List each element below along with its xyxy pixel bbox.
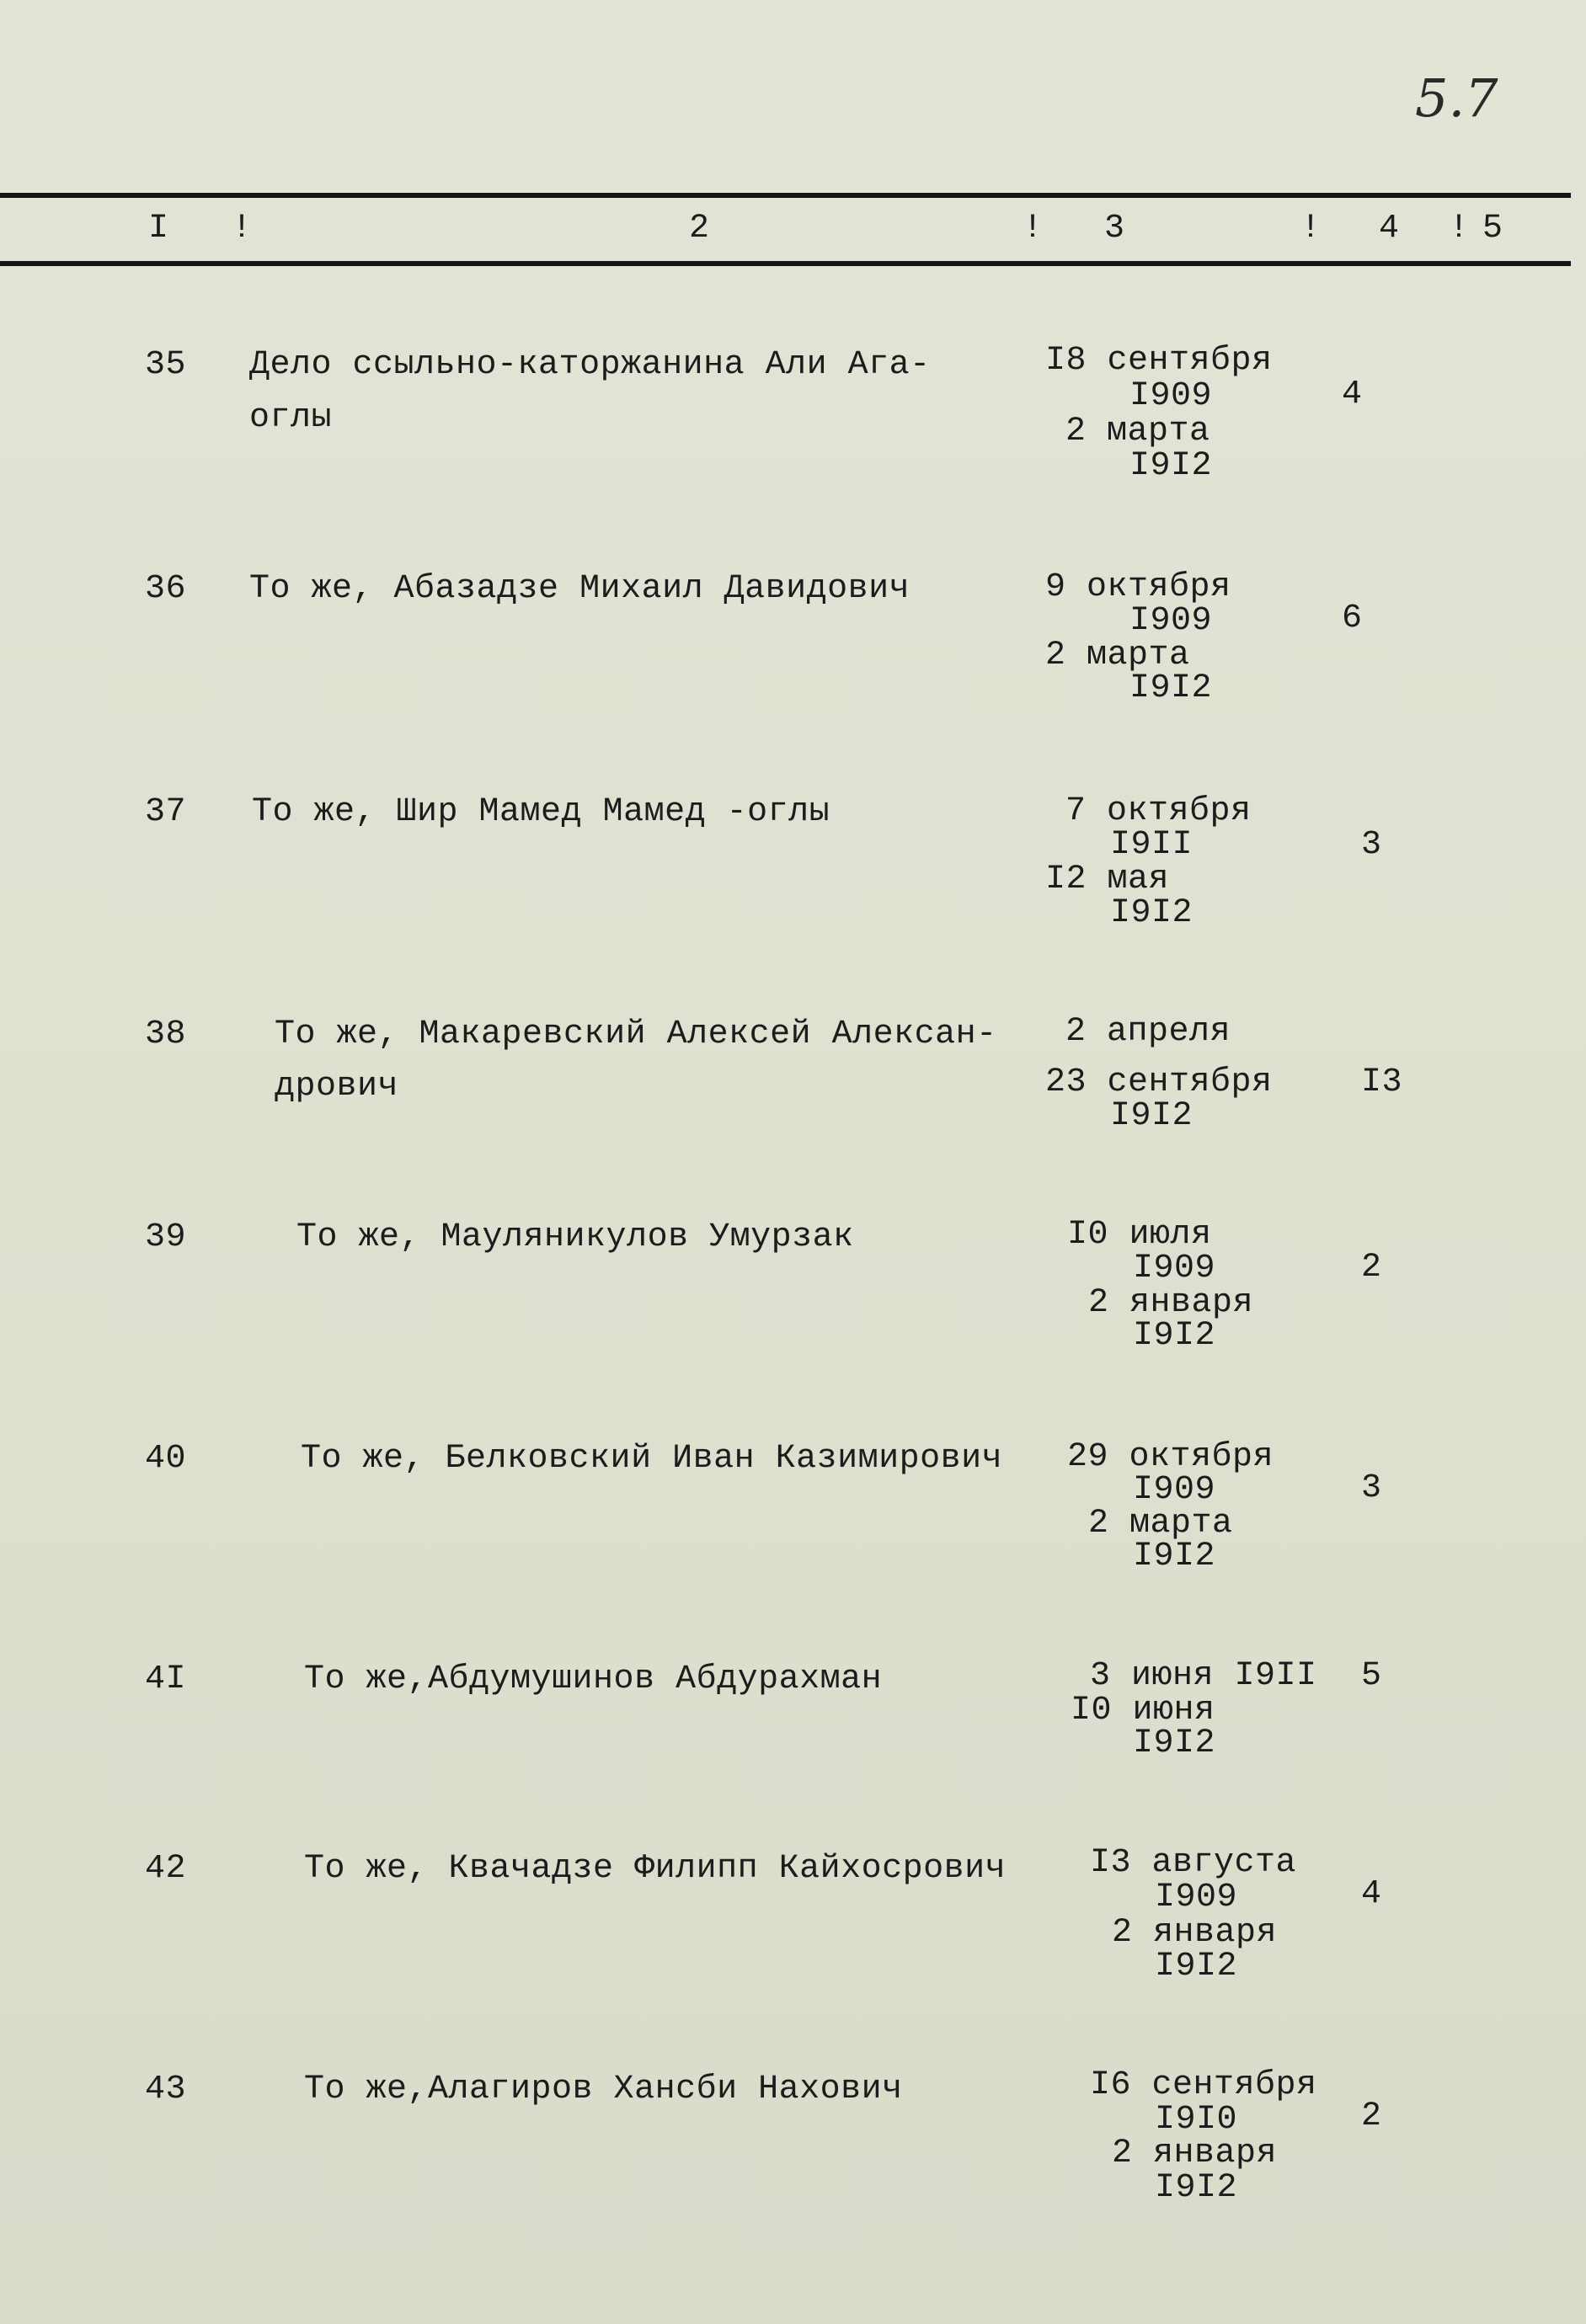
row-date-line: 3 июня I9II [1090, 1657, 1317, 1695]
row-date-line: 2 января [1112, 2135, 1278, 2172]
row-sheet-count: 4 [1361, 1875, 1382, 1913]
row-sheet-count: 4 [1342, 376, 1363, 413]
row-number: 38 [145, 1015, 187, 1053]
row-date-line: 7 октября [1065, 792, 1252, 830]
row-date-line: 29 октября [1067, 1438, 1274, 1476]
row-date-line: I9I2 [1155, 2169, 1238, 2207]
header-column-label: 5 [1482, 210, 1503, 248]
row-number: 39 [145, 1218, 187, 1256]
row-number: 42 [145, 1850, 187, 1888]
row-sheet-count: I3 [1361, 1063, 1403, 1101]
row-description: То же,Абдумушинов Абдурахман [304, 1660, 883, 1698]
row-number: 36 [145, 570, 187, 608]
row-date-line: I909 [1129, 602, 1213, 640]
header-column-label: 2 [689, 210, 710, 248]
row-date-line: I909 [1133, 1471, 1216, 1509]
row-description: То же, Мауляникулов Умурзак [296, 1218, 854, 1256]
row-sheet-count: 6 [1342, 600, 1363, 637]
header-column-label: 3 [1104, 210, 1125, 248]
row-number: 4I [145, 1660, 187, 1698]
row-description: оглы [249, 399, 333, 437]
row-description: То же, Квачадзе Филипп Кайхосрович [304, 1850, 1007, 1888]
row-number: 37 [145, 793, 187, 831]
row-date-line: I9I2 [1129, 447, 1213, 485]
row-date-line: I9I2 [1155, 1948, 1238, 1986]
row-description: дрович [275, 1068, 399, 1106]
row-date-line: I3 августа [1090, 1844, 1297, 1882]
row-date-line: 2 января [1088, 1284, 1254, 1322]
row-date-line: I909 [1155, 1879, 1238, 1916]
row-date-line: I9I2 [1133, 1538, 1216, 1575]
row-sheet-count: 2 [1361, 2097, 1382, 2135]
header-bottom-rule [0, 261, 1571, 266]
row-number: 35 [145, 346, 187, 384]
header-column-label: ! [1023, 210, 1044, 248]
header-column-label: I [148, 210, 169, 248]
row-description: То же, Белковский Иван Казимирович [301, 1440, 1003, 1478]
row-date-line: I9I2 [1129, 669, 1213, 707]
row-number: 40 [145, 1440, 187, 1478]
header-column-label: ! [1300, 210, 1322, 248]
row-date-line: I909 [1133, 1250, 1216, 1287]
header-column-label: ! [232, 210, 253, 248]
row-date-line: I9II [1110, 826, 1194, 864]
row-description: То же, Шир Мамед Мамед -оглы [252, 793, 830, 831]
folio-number-handwritten: 5.7 [1415, 67, 1498, 129]
row-date-line: 2 марта [1088, 1505, 1233, 1543]
header-top-rule [0, 193, 1571, 198]
row-date-line: 23 сентября [1045, 1063, 1273, 1101]
row-date-line: 2 апреля [1065, 1013, 1231, 1051]
row-date-line: I0 июня [1071, 1692, 1215, 1730]
row-date-line: 9 октября [1045, 568, 1231, 606]
header-column-label: ! [1449, 210, 1470, 248]
row-date-line: I9I2 [1133, 1724, 1216, 1762]
row-sheet-count: 2 [1361, 1249, 1382, 1287]
row-sheet-count: 3 [1361, 826, 1382, 864]
row-description: То же, Абазадзе Михаил Давидович [249, 570, 910, 608]
row-date-line: 2 марта [1065, 413, 1210, 450]
row-date-line: I909 [1129, 377, 1213, 415]
row-description: То же,Алагиров Хансби Нахович [304, 2071, 903, 2108]
row-sheet-count: 5 [1361, 1657, 1382, 1695]
row-sheet-count: 3 [1361, 1469, 1382, 1507]
row-date-line: I2 мая [1045, 861, 1170, 898]
row-date-line: I8 сентября [1045, 342, 1273, 380]
row-date-line: I6 сентября [1090, 2066, 1317, 2104]
row-date-line: 2 января [1112, 1914, 1278, 1952]
row-date-line: I9I2 [1110, 1097, 1194, 1135]
row-date-line: 2 марта [1045, 637, 1190, 674]
row-number: 43 [145, 2071, 187, 2108]
row-date-line: I0 июля [1067, 1216, 1212, 1254]
header-column-label: 4 [1379, 210, 1400, 248]
row-description: Дело ссыльно-каторжанина Али Ага- [249, 346, 931, 384]
row-date-line: I9I2 [1133, 1317, 1216, 1355]
row-date-line: I9I2 [1110, 894, 1194, 932]
row-date-line: I9I0 [1155, 2101, 1238, 2139]
row-description: То же, Макаревский Алексей Алексан- [275, 1015, 997, 1053]
